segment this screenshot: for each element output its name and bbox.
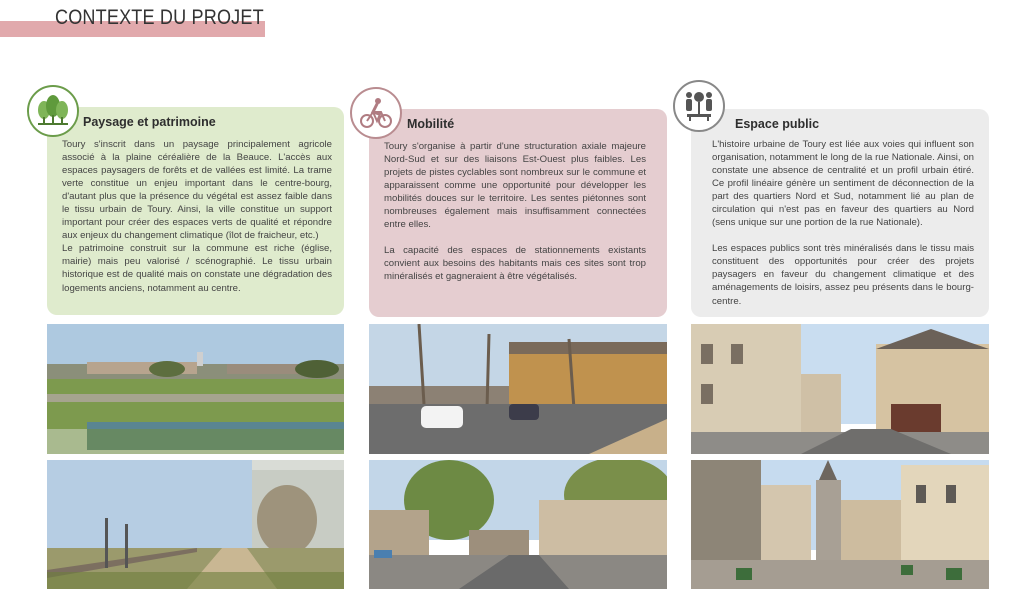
paragraph: Le patrimoine construit sur la commune est riche (église, mairie) mais peu valorisé / scénographié. Le tissu urbain historique est de qualité mais on constate une dégradation des logements anciens, notamment au centre. — [62, 243, 332, 294]
photo-street-trees — [369, 460, 667, 589]
page-title: CONTEXTE DU PROJET — [55, 6, 264, 29]
photo-pedestrian-square — [691, 460, 989, 589]
paragraph: La capacité des espaces de stationnements existants convient aux besoins des habitants mais ces sites sont trop minéralisés et gagneraient à être végétalisés. — [384, 245, 646, 283]
paragraph: Toury s'inscrit dans un paysage principalement agricole associé à la plaine céréalière de la Beauce. L'accès aux espaces paysagers de forêts et de vallées est limité. La trame verte constitue un enjeu important dans le centre-bourg, d'autant plus que la présence du végétal est assez faible dans le tissu urbain de Toury. Ainsi, la ville constitue un support important pour créer des espaces verts de qualité et répondre aux enjeux du changement climatique (îlot de fraicheur, etc.) — [62, 139, 332, 242]
photo-parking-lot — [369, 324, 667, 454]
photo-rural-railway — [47, 460, 344, 589]
public-space-icon — [673, 80, 725, 132]
panel-title-mobilite: Mobilité — [407, 117, 455, 131]
panel-text-mobilite — [384, 140, 646, 283]
paragraph: Toury s'organise à partir d'une structuration axiale majeure Nord-Sud et sur des liaisons Est-Ouest plus faibles. Les projets de pistes cyclables sont nombreux sur le commune et apparaissent comme une opportunité pour développer les mobilités douces sur le territoire. Les sentes piétonnes sont nombreuses également mais insuffisamment connectées entre elles. — [384, 141, 646, 231]
paragraph: Les espaces publics sont très minéralisés dans le tissu mais constituent des opportunités pour créer des projets paysagers en faveur du changement climatique et des aménagements de loisirs, assez peu présents dans le bourg-centre. — [712, 243, 974, 307]
photo-landscape-pond — [47, 324, 344, 454]
photo-rue-nationale — [691, 324, 989, 454]
panel-text-espace-public — [712, 138, 974, 308]
panel-text-paysage — [62, 138, 332, 295]
paragraph: L'histoire urbaine de Toury est liée aux voies qui influent son organisation, notamment le long de la rue Nationale. Ainsi, on constate une absence de centralité et un profil urbain étiré. Ce profil linéaire génère un sentiment de déconnection de la part des quartiers Nord et Sud, notamment lié au plan de circulation qui n'est pas en faveur des quartiers au Nord (sens unique sur une portion de la rue Nationale). — [712, 139, 974, 229]
panel-title-espace-public: Espace public — [735, 117, 820, 131]
cyclist-icon — [350, 87, 402, 139]
panel-title-paysage: Paysage et patrimoine — [83, 115, 216, 129]
trees-icon — [27, 85, 79, 137]
